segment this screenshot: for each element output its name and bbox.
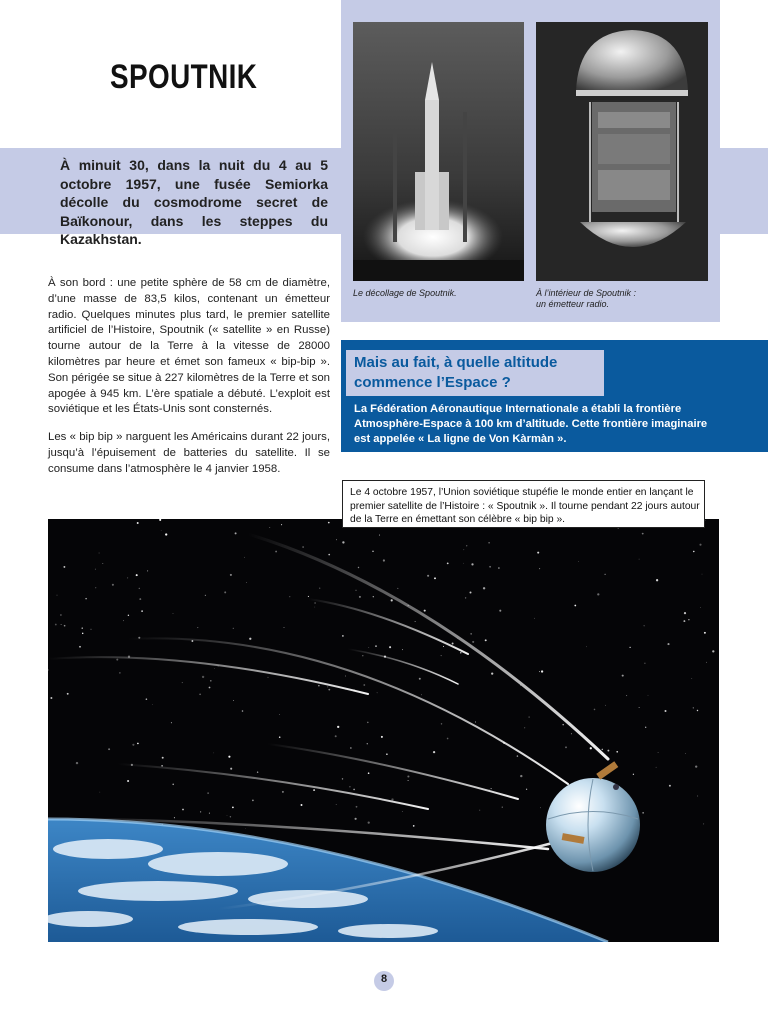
star: [76, 762, 78, 764]
star: [597, 593, 599, 595]
star: [520, 775, 522, 777]
star: [318, 685, 319, 686]
star: [539, 568, 540, 569]
question-title-line2: commence l’Espace ?: [354, 374, 511, 391]
star: [214, 668, 215, 669]
star: [209, 687, 211, 689]
star: [479, 810, 480, 811]
star: [664, 710, 666, 712]
star: [197, 627, 198, 628]
star: [618, 528, 619, 529]
star: [699, 544, 701, 546]
star: [63, 566, 65, 568]
star: [607, 750, 609, 752]
star: [419, 678, 421, 680]
star: [128, 615, 129, 616]
star: [485, 639, 487, 641]
star: [541, 670, 543, 672]
star: [127, 577, 128, 578]
star: [656, 579, 658, 581]
star: [685, 753, 686, 754]
star: [233, 700, 234, 701]
star: [50, 697, 52, 699]
star: [447, 738, 449, 740]
star: [443, 646, 444, 647]
star: [463, 563, 464, 564]
star: [639, 707, 640, 708]
star: [327, 686, 328, 687]
star: [379, 535, 380, 536]
star: [460, 652, 461, 653]
star: [209, 813, 210, 814]
star: [526, 789, 527, 790]
page-number: 8: [380, 973, 388, 985]
launch-caption: Le décollage de Spoutnik.: [353, 288, 457, 298]
star: [483, 587, 485, 589]
star: [706, 662, 707, 663]
star: [362, 655, 363, 656]
star: [703, 823, 704, 824]
star: [502, 807, 503, 808]
star: [499, 610, 501, 612]
callout-text: Le 4 octobre 1957, l’Union soviétique stupéfie le monde entier en lançant le premier satellite de l’Histoire : « Spoutnik ». Il tourne pendant 22 jours autour de la Terre en émettant son célèbre « bip bip ».: [350, 487, 700, 525]
star: [82, 633, 83, 634]
star: [315, 607, 316, 608]
body-paragraph-1: [48, 276, 330, 418]
star: [230, 768, 232, 770]
star: [336, 539, 337, 540]
star: [242, 710, 244, 712]
star: [488, 542, 490, 544]
star: [137, 522, 139, 524]
star: [359, 596, 361, 598]
star: [60, 614, 62, 616]
star: [112, 584, 114, 586]
star: [491, 788, 492, 789]
intro-paragraph: À minuit 30, dans la nuit du 4 au 5 octobre 1957, une fusée Semiorka décolle du cosmodrome secret de Baïkonour, dans les steppes du Kazakhstan.: [60, 157, 328, 247]
star: [590, 747, 592, 749]
star: [275, 551, 277, 553]
star: [441, 723, 442, 724]
star: [441, 655, 442, 656]
star: [245, 828, 246, 829]
star: [540, 807, 541, 808]
star: [337, 726, 339, 728]
star: [342, 541, 344, 543]
star: [470, 592, 472, 594]
star: [173, 613, 174, 614]
star: [146, 698, 148, 700]
star: [644, 663, 645, 664]
star: [95, 587, 96, 588]
star: [472, 641, 474, 643]
interior-caption-line2: un émetteur radio.: [536, 299, 610, 309]
star: [626, 695, 627, 696]
interior-photo: [536, 22, 708, 281]
star: [182, 809, 184, 811]
star: [308, 596, 309, 597]
star: [381, 736, 383, 738]
star: [244, 557, 245, 558]
star: [171, 722, 172, 723]
star: [174, 817, 175, 818]
star: [314, 602, 316, 604]
star: [353, 789, 355, 791]
star: [336, 804, 337, 805]
star: [402, 811, 403, 812]
star: [342, 778, 343, 779]
star: [695, 765, 697, 767]
star: [529, 717, 530, 718]
sputnik-interior-image: [536, 22, 708, 281]
star: [421, 694, 422, 695]
star: [669, 785, 671, 787]
star: [61, 624, 62, 625]
star: [136, 574, 138, 576]
star: [537, 552, 539, 554]
star: [284, 627, 285, 628]
star: [207, 792, 208, 793]
star: [586, 646, 587, 647]
star: [268, 677, 269, 678]
star: [335, 735, 337, 737]
star: [356, 806, 358, 808]
star: [64, 625, 66, 627]
star: [642, 533, 644, 535]
star: [373, 596, 374, 597]
star: [604, 574, 605, 575]
star: [152, 704, 153, 705]
star: [139, 598, 141, 600]
star: [539, 671, 540, 672]
star: [85, 598, 87, 600]
star: [355, 818, 357, 820]
star: [691, 678, 692, 679]
interior-caption-line1: À l’intérieur de Spoutnik :: [536, 288, 637, 298]
star: [562, 724, 564, 726]
star: [433, 751, 435, 753]
star: [249, 638, 251, 640]
star: [578, 561, 579, 562]
star: [712, 650, 714, 652]
star: [257, 771, 258, 772]
star: [656, 767, 657, 768]
star: [127, 780, 129, 782]
star: [642, 812, 643, 813]
star: [252, 800, 254, 802]
star: [475, 722, 476, 723]
star: [350, 747, 351, 748]
star: [79, 646, 81, 648]
star: [210, 680, 212, 682]
star: [358, 567, 359, 568]
star: [165, 533, 167, 535]
body-text-2: Les « bip bip » narguent les Américains durant 22 jours, jusqu’à l’épuisement de batteries du satellite. Il se consume dans l’atmosphère le 4 janvier 1958.: [48, 431, 330, 475]
star: [383, 559, 385, 561]
star: [471, 633, 472, 634]
star: [162, 757, 164, 759]
star: [230, 816, 231, 817]
star: [407, 775, 409, 777]
sputnik-illustration: [48, 519, 719, 942]
star: [161, 765, 163, 767]
star: [602, 749, 604, 751]
star: [202, 676, 204, 678]
star: [139, 588, 140, 589]
star: [367, 722, 369, 724]
star: [700, 607, 701, 608]
star: [123, 620, 124, 621]
star: [498, 567, 500, 569]
star: [137, 743, 139, 745]
star: [645, 727, 646, 728]
body-paragraph-2: [48, 430, 330, 477]
star: [622, 675, 624, 677]
star: [199, 693, 201, 695]
star: [427, 575, 429, 577]
page-title: SPOUTNIK: [110, 58, 258, 96]
star: [99, 792, 100, 793]
star: [235, 532, 237, 534]
star: [368, 647, 369, 648]
star: [119, 672, 120, 673]
star: [605, 705, 606, 706]
star: [282, 791, 284, 793]
star: [55, 624, 57, 626]
star: [99, 553, 100, 554]
star: [375, 645, 376, 646]
star: [688, 619, 689, 620]
star: [95, 569, 96, 570]
body-text-1: À son bord : une petite sphère de 58 cm de diamètre, d’une masse de 83,5 kilos, contenant un émetteur radio. Quelques minutes plus tard, le premier satellite artificiel de l’Histoire, Spoutnik (« satellite » en Russe) tourne autour de la Terre à la vitesse de 28000 kilomètres par heure et émet son fameux « bip-bip ». Son périgée se situe à 227 kilomètres de la Terre et son apogée à 945 km. L’ère spatiale a débuté. L’exploit est soviétique et les États-Unis sont consternés.: [48, 277, 330, 416]
star: [182, 682, 183, 683]
star: [465, 597, 466, 598]
star: [224, 591, 226, 593]
star: [67, 693, 69, 695]
star: [683, 620, 685, 622]
star: [415, 621, 416, 622]
star: [391, 599, 393, 601]
star: [345, 676, 346, 677]
star: [368, 821, 370, 823]
star: [386, 753, 388, 755]
star: [377, 692, 378, 693]
star: [161, 530, 162, 531]
star: [269, 527, 270, 528]
star: [471, 563, 473, 565]
launch-photo: [353, 22, 524, 281]
star: [372, 551, 373, 552]
star: [230, 574, 232, 576]
star: [413, 825, 415, 827]
star: [466, 545, 467, 546]
star: [228, 756, 230, 758]
star: [434, 577, 436, 579]
question-title-line1: Mais au fait, à quelle altitude: [354, 354, 558, 371]
question-answer: La Fédération Aéronautique Internationale a établi la frontière Atmosphère-Espace à 100 km d’altitude. Cette frontière imaginaire est appelée « La ligne de Von Kàrmàn ».: [354, 403, 708, 445]
star: [648, 695, 649, 696]
star: [349, 786, 350, 787]
star: [534, 618, 535, 619]
star: [205, 595, 206, 596]
star: [574, 605, 576, 607]
star: [363, 684, 365, 686]
star: [279, 714, 280, 715]
star: [172, 784, 174, 786]
star: [633, 774, 634, 775]
star: [517, 755, 518, 756]
star: [452, 643, 454, 645]
star: [356, 590, 357, 591]
star: [132, 744, 134, 746]
star: [697, 795, 698, 796]
star: [342, 635, 344, 637]
star: [102, 563, 103, 564]
star: [147, 570, 148, 571]
star: [233, 628, 234, 629]
star: [616, 751, 618, 753]
star: [667, 643, 669, 645]
star: [90, 629, 91, 630]
star: [141, 610, 143, 612]
star: [447, 562, 449, 564]
rocket-launch-image: [353, 22, 524, 281]
star: [693, 551, 694, 552]
star: [704, 632, 706, 634]
star: [328, 554, 330, 556]
star: [108, 748, 110, 750]
star: [702, 574, 703, 575]
star: [302, 546, 304, 548]
star: [571, 733, 572, 734]
star: [313, 789, 315, 791]
star: [367, 743, 368, 744]
star: [639, 559, 640, 560]
star: [227, 815, 228, 816]
star: [524, 728, 525, 729]
star: [684, 612, 686, 614]
star: [629, 647, 630, 648]
star: [463, 549, 464, 550]
star: [408, 780, 409, 781]
star: [57, 595, 58, 596]
star: [693, 707, 694, 708]
star: [279, 736, 281, 738]
star: [328, 689, 330, 691]
question-title: [354, 353, 604, 393]
star: [644, 625, 645, 626]
star: [116, 659, 118, 661]
star: [328, 522, 330, 524]
star: [398, 588, 399, 589]
star: [594, 709, 596, 711]
star: [281, 524, 282, 525]
star: [424, 610, 426, 612]
star: [200, 811, 201, 812]
star: [391, 798, 393, 800]
interior-caption: [536, 288, 706, 310]
star: [289, 596, 290, 597]
star: [246, 582, 247, 583]
star: [389, 646, 391, 648]
star: [489, 566, 491, 568]
star: [565, 746, 567, 748]
star: [402, 649, 403, 650]
star: [82, 627, 83, 628]
star: [368, 772, 370, 774]
sputnik-orbit-image: [48, 519, 719, 942]
star: [658, 752, 659, 753]
star: [232, 807, 234, 809]
star: [491, 672, 493, 674]
star: [301, 804, 303, 806]
star: [697, 710, 698, 711]
star: [213, 753, 214, 754]
star: [319, 588, 320, 589]
